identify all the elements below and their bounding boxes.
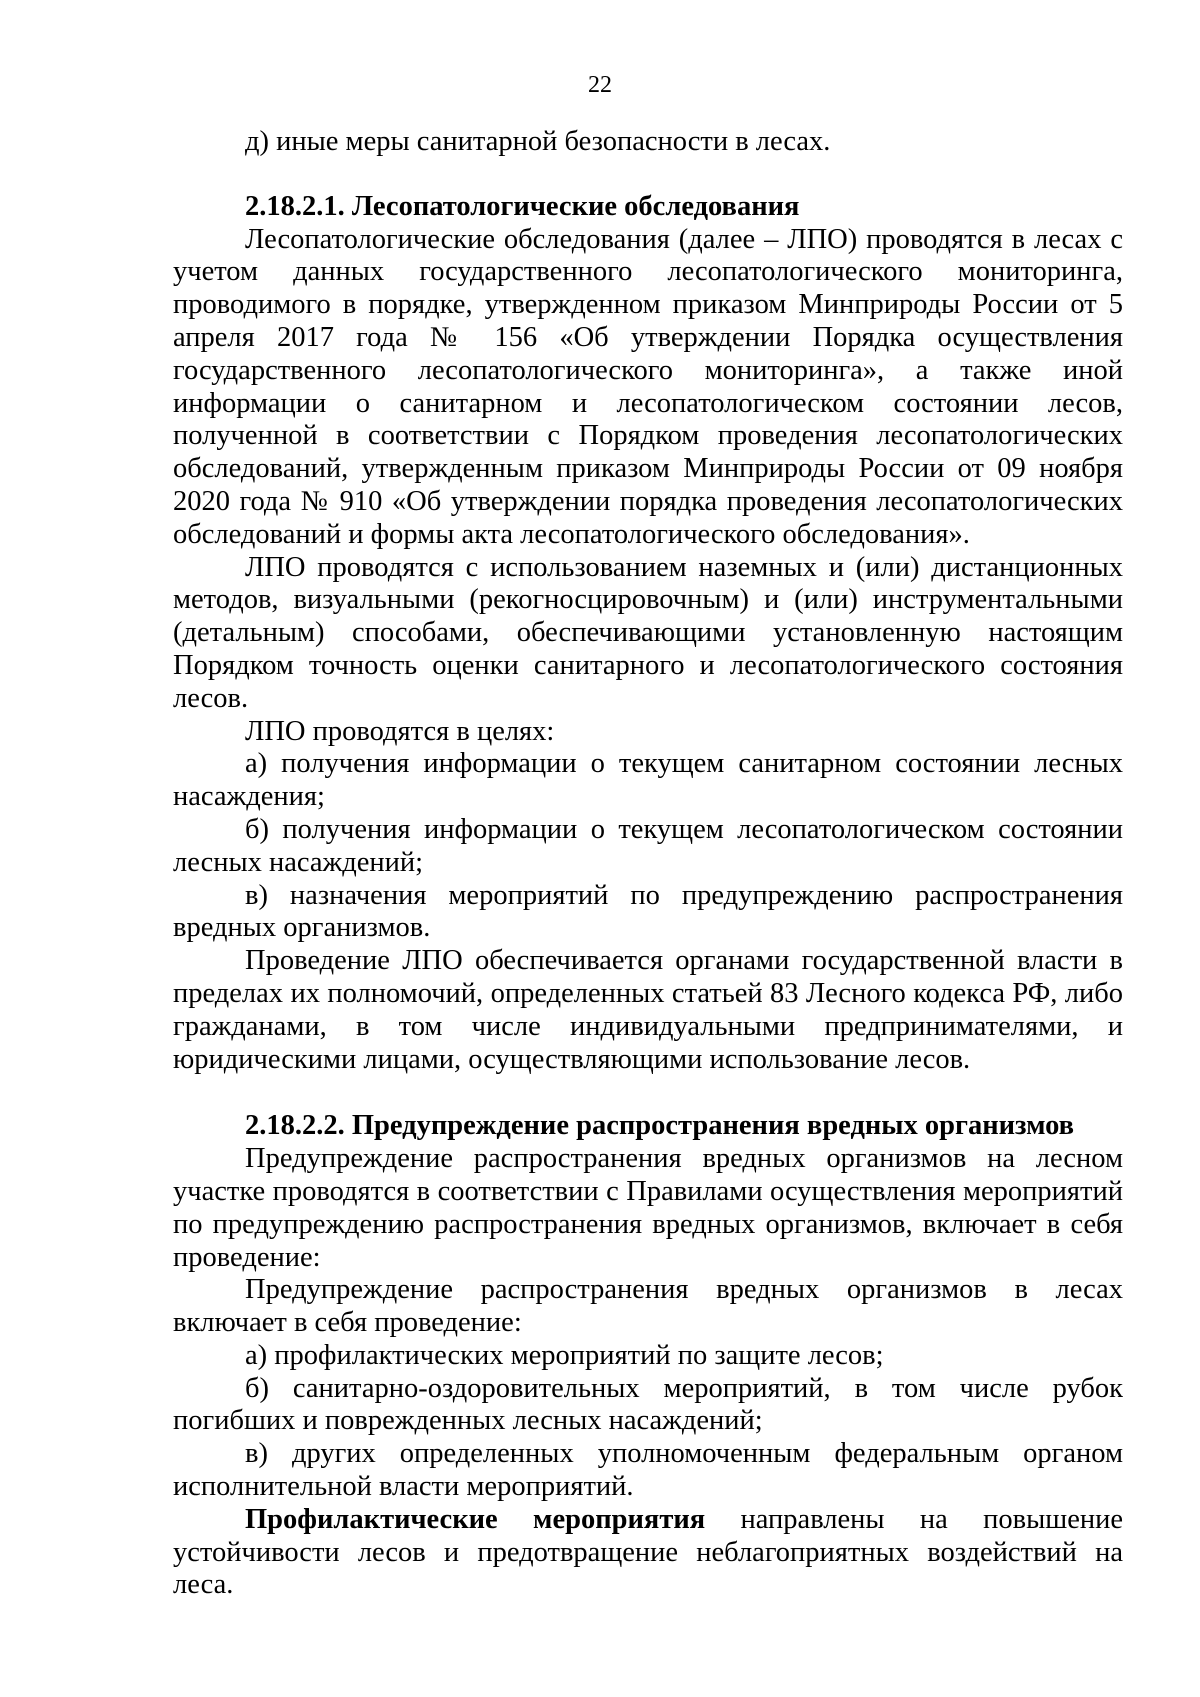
paragraph-preventive-measures — [173, 1504, 1123, 1602]
list-item-measure-c: в) других определенных уполномоченным федеральным органом исполнительной власти мероприятий. — [173, 1438, 1123, 1503]
paragraph-prevention-includes: Предупреждение распространения вредных организмов в лесах включает в себя проведение: — [173, 1274, 1123, 1339]
paragraph-lpo-goals-intro: ЛПО проводятся в целях: — [245, 715, 555, 747]
document-body — [173, 126, 1123, 1602]
page-number: 22 — [588, 72, 612, 98]
paragraph-preventive-measures-text: направлены на повышение устойчивости лесов и предотвращение неблагоприятных воздействий на леса. — [173, 1503, 1123, 1601]
section-heading-forest-pathology-surveys: 2.18.2.1. Лесопатологические обследования — [245, 190, 800, 222]
paragraph-other-measures: д) иные меры санитарной безопасности в лесах. — [245, 126, 831, 157]
paragraph-lpo-methods: ЛПО проводятся с использованием наземных и (или) дистанционных методов, визуальными (рекогносцировочным) и (или) инструментальными (детальным) способами, обеспечивающими установленную настоящим Порядком точность оценки санитарного и лесопатологического состояния лесов. — [173, 551, 1123, 714]
list-item-measure-a: а) профилактических мероприятий по защите лесов; — [245, 1339, 884, 1371]
list-item-measure-b: б) санитарно-оздоровительных мероприятий, в том числе рубок погибших и поврежденных лесных насаждений; — [173, 1372, 1123, 1437]
paragraph-lpo-definition: Лесопатологические обследования (далее – ЛПО) проводятся в лесах с учетом данных государственного лесопатологического мониторинга, проводимого в порядке, утвержденном приказом Минприроды России от 5 апреля 2017 года № 156 «Об утверждении Порядка осуществления государственного лесопатологического мониторинга», а также иной информации о санитарном и лесопатологическом состоянии лесов, полученной в соответствии с Порядком проведения лесопатологических обследований, утвержденным приказом Минприроды России от 09 ноября 2020 года № 910 «Об утверждении порядка проведения лесопатологических обследований и формы акта лесопатологического обследования». — [173, 223, 1123, 550]
list-item-goal-c: в) назначения мероприятий по предупреждению распространения вредных организмов. — [173, 879, 1123, 944]
list-item-goal-b: б) получения информации о текущем лесопатологическом состоянии лесных насаждений; — [173, 813, 1123, 878]
term-preventive-measures: Профилактические мероприятия — [245, 1503, 706, 1535]
list-item-goal-a: а) получения информации о текущем санитарном состоянии лесных насаждения; — [173, 748, 1123, 813]
section-heading-harmful-organisms-prevention: 2.18.2.2. Предупреждение распространения вредных организмов — [245, 1110, 1075, 1142]
paragraph-lpo-responsibility: Проведение ЛПО обеспечивается органами государственной власти в пределах их полномочий, определенных статьей 83 Лесного кодекса РФ, либо гражданами, в том числе индивидуальными предпринимателями, и юридическими лицами, осуществляющими использование лесов. — [173, 945, 1123, 1075]
paragraph-prevention-rules: Предупреждение распространения вредных организмов на лесном участке проводятся в соответствии с Правилами осуществления мероприятий по предупреждению распространения вредных организмов, включает в себя проведение: — [173, 1143, 1123, 1273]
